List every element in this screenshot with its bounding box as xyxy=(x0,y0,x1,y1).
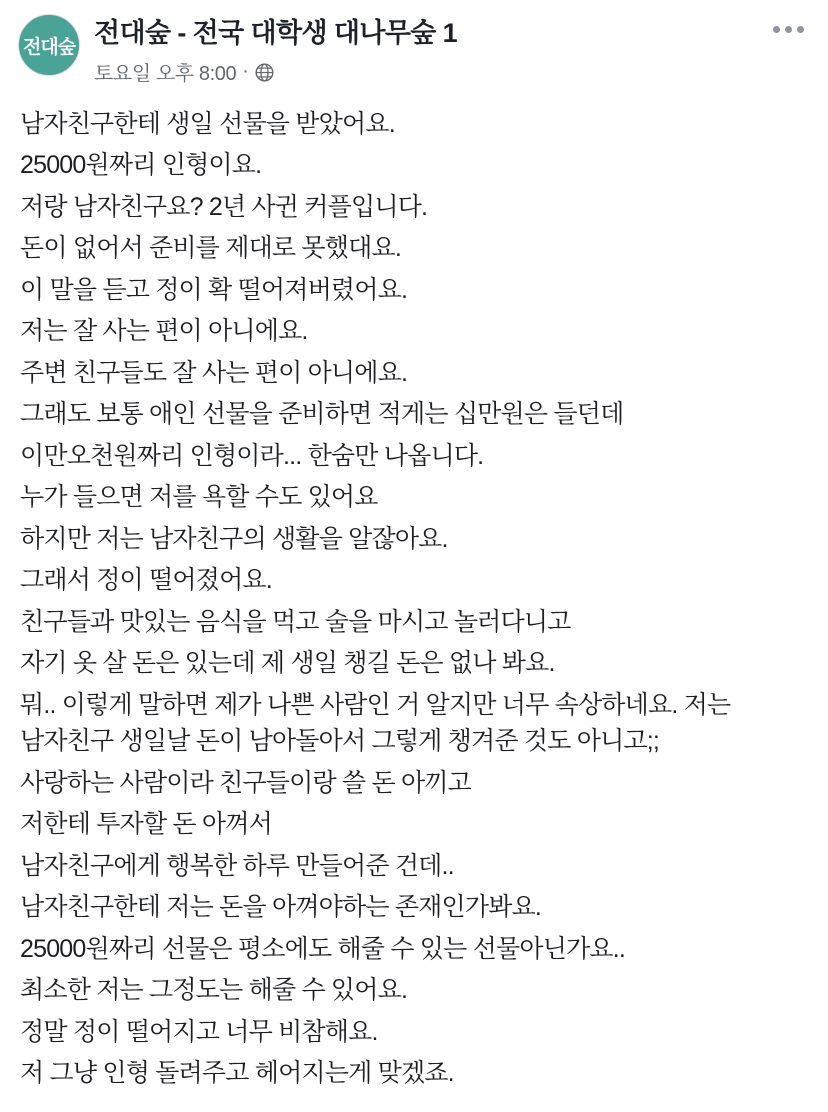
post-line: 사랑하는 사람이라 친구들이랑 쓸 돈 아끼고 xyxy=(20,768,472,797)
post-header-text xyxy=(94,14,810,86)
post-line: 최소한 저는 그정도는 해줄 수 있어요. xyxy=(20,976,408,1005)
post-body xyxy=(18,92,810,1112)
post-line: 이만오천원짜리 인형이라... 한숨만 나옵니다. xyxy=(20,441,484,470)
post-line: 자기 옷 살 돈은 있는데 제 생일 챙길 돈은 없나 봐요. xyxy=(20,649,555,678)
post-line: 저는 잘 사는 편이 아니에요. xyxy=(20,317,308,346)
post-line: 이 말을 듣고 정이 확 떨어져버렸어요. xyxy=(20,275,408,304)
post-line: 남자친구한테 생일 선물을 받았어요. xyxy=(20,109,395,138)
post-line: 저한테 투자할 돈 아껴서 xyxy=(20,810,272,839)
post-line: 누가 들으면 저를 욕할 수도 있어요 xyxy=(20,483,378,512)
ellipsis-dot xyxy=(773,26,780,33)
globe-icon[interactable] xyxy=(255,63,274,82)
avatar[interactable] xyxy=(18,14,80,76)
post-line: 정말 정이 떨어지고 너무 비참해요. xyxy=(20,1017,378,1046)
post-line: 그래서 정이 떨어졌어요. xyxy=(20,566,272,595)
post-line: 남자친구한테 저는 돈을 아껴야하는 존재인가봐요. xyxy=(20,893,542,922)
post-line: 그래도 보통 애인 선물을 준비하면 적게는 십만원은 들던데 xyxy=(20,400,624,429)
post-line: 주변 친구들도 잘 사는 편이 아니에요. xyxy=(20,358,408,387)
page-title[interactable]: 전대숲 - 전국 대학생 대나무숲 1 xyxy=(94,18,458,48)
post-line: 25000원짜리 인형이요. xyxy=(20,151,262,180)
post-meta xyxy=(94,57,810,86)
avatar-label: 전대숲 xyxy=(22,36,76,58)
post-line: 돈이 없어서 준비를 제대로 못했대요. xyxy=(20,234,401,263)
post-line: 뭐.. 이렇게 말하면 제가 나쁜 사람인 거 알지만 너무 속상하네요. 저는 남자친구 생일날 돈이 남아돌아서 그렇게 챙겨준 것도 아니고;; xyxy=(20,690,731,756)
post-line: 저랑 남자친구요? 2년 사귄 커플입니다. xyxy=(20,192,428,221)
post-line: 하지만 저는 남자친구의 생활을 알잖아요. xyxy=(20,524,448,553)
post-line: 저 그냥 인형 돌려주고 헤어지는게 맞겠죠. xyxy=(20,1059,454,1088)
ellipsis-dot xyxy=(797,26,804,33)
ellipsis-dot xyxy=(785,26,792,33)
post-line: 친구들과 맛있는 음식을 먹고 술을 마시고 놀러다니고 xyxy=(20,607,571,636)
post-header xyxy=(18,10,810,92)
post-timestamp[interactable]: 토요일 오후 8:00 xyxy=(94,62,237,85)
meta-separator: · xyxy=(242,59,249,82)
ellipsis-icon[interactable] xyxy=(771,20,806,39)
post-line: 25000원짜리 선물은 평소에도 해줄 수 있는 선물아닌가요.. xyxy=(20,934,626,963)
post-line: 남자친구에게 행복한 하루 만들어준 건데.. xyxy=(20,851,454,880)
